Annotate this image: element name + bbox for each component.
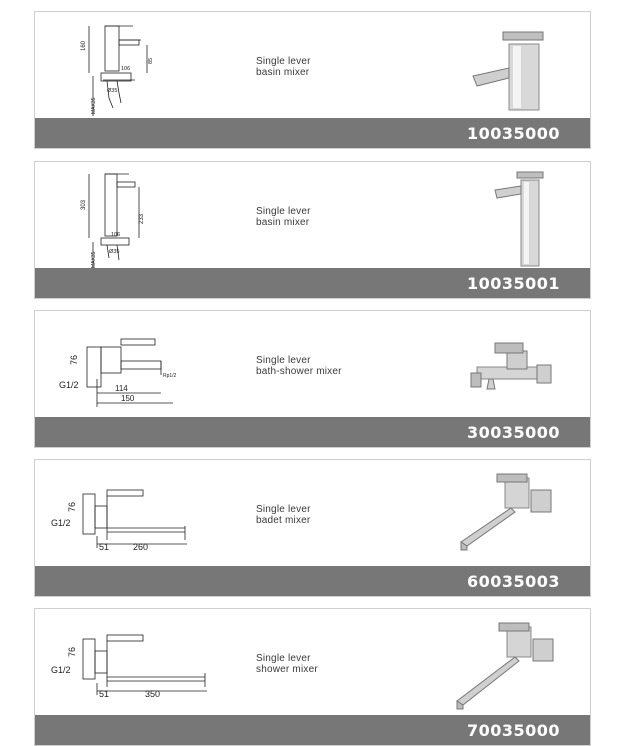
product-description xyxy=(256,355,342,377)
dim-label: 260 xyxy=(133,542,149,552)
product-code: 60035003 xyxy=(466,572,560,591)
faucet-photo xyxy=(455,16,565,120)
dim-label: Ø35 xyxy=(109,249,120,255)
description-line: basin mixer xyxy=(256,67,310,78)
dim-label: 76 xyxy=(67,501,77,512)
dim-label: 76 xyxy=(67,646,77,657)
product-code: 30035000 xyxy=(466,423,560,442)
technical-drawing xyxy=(47,18,247,118)
dim-label: MAX35 xyxy=(91,251,97,268)
dim-label: MAX35 xyxy=(91,97,97,114)
description-line: Single lever xyxy=(256,56,311,67)
dim-label: G1/2 xyxy=(51,665,71,675)
faucet-photo xyxy=(455,613,565,717)
dim-label: 150 xyxy=(121,394,135,403)
product-card xyxy=(34,608,591,746)
technical-drawing xyxy=(47,615,247,715)
product-description xyxy=(256,653,318,675)
product-code-bar xyxy=(35,417,590,447)
product-code-bar xyxy=(35,268,590,298)
faucet-photo xyxy=(455,464,565,568)
product-card xyxy=(34,459,591,597)
dim-label: G1/2 xyxy=(59,380,79,390)
product-code: 10035001 xyxy=(466,274,560,293)
product-code-bar xyxy=(35,118,590,148)
dim-label: 303 xyxy=(81,199,87,210)
dim-label: 233 xyxy=(139,213,145,224)
product-description xyxy=(256,504,311,526)
faucet-photo xyxy=(455,315,565,419)
dim-label: Ø35 xyxy=(107,88,118,94)
product-code: 10035000 xyxy=(466,124,560,143)
description-line: Single lever xyxy=(256,206,311,217)
dim-label: 106 xyxy=(111,232,121,238)
product-code-bar xyxy=(35,715,590,745)
technical-drawing xyxy=(47,168,247,268)
dim-label: 114 xyxy=(115,384,128,393)
description-line: Single lever xyxy=(256,653,311,664)
dim-label: 350 xyxy=(145,689,161,699)
dim-label: 51 xyxy=(99,689,110,699)
product-card xyxy=(34,310,591,448)
description-line: basin mixer xyxy=(256,217,310,228)
product-card xyxy=(34,161,591,299)
dim-label: 85 xyxy=(148,57,154,64)
product-description xyxy=(256,56,311,78)
technical-drawing xyxy=(47,466,247,566)
technical-drawing xyxy=(47,317,247,417)
dim-label: Rp1/2 xyxy=(163,373,177,379)
product-code: 70035000 xyxy=(466,721,560,740)
description-line: bath-shower mixer xyxy=(256,366,342,377)
dim-label: 106 xyxy=(121,66,131,72)
dim-label: 51 xyxy=(99,542,110,552)
description-line: Single lever xyxy=(256,355,311,366)
faucet-photo xyxy=(455,166,565,270)
description-line: badet mixer xyxy=(256,515,311,526)
product-card xyxy=(34,11,591,149)
description-line: shower mixer xyxy=(256,664,318,675)
description-line: Single lever xyxy=(256,504,311,515)
dim-label: 160 xyxy=(81,40,87,51)
dim-label: G1/2 xyxy=(51,518,71,528)
product-description xyxy=(256,206,311,228)
product-code-bar xyxy=(35,566,590,596)
dim-label: 76 xyxy=(69,354,79,365)
